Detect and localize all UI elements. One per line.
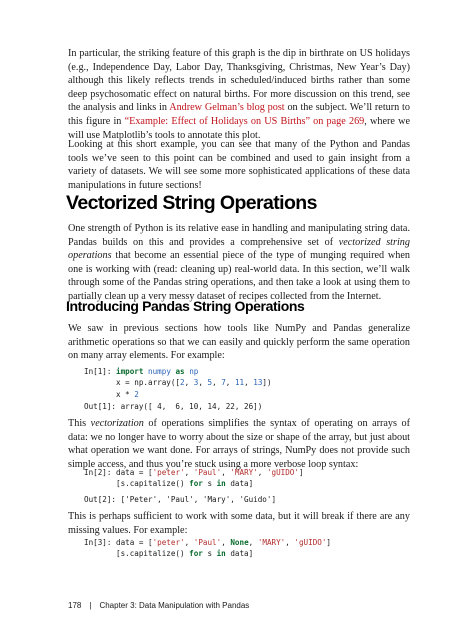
code-text: data = [ xyxy=(116,538,153,547)
code-block-missing: In[3]: data = ['peter', 'Paul', None, 'MARY', 'gUIDO'] [s.capitalize() for s in data] xyxy=(84,538,331,559)
page-footer xyxy=(68,601,249,610)
text-span: In particular, the striking feature of this graph is the dip in birthrate on US holidays (e.g., Independence Day, Labor Day, Thanksgiving, Christmas, New Year’s Day) although this likely reflects trends in scheduled/induced births rather than some deep psychosomatic effect on natural births. For more discussion on this trend, see the analysis and links in xyxy=(68,48,410,114)
gelman-blog-link[interactable]: Andrew Gelman’s blog post xyxy=(169,102,285,114)
code-text: ] xyxy=(298,468,304,477)
code-prompt: In[2]: xyxy=(84,468,117,477)
code-prompt: In[3]: xyxy=(84,538,117,547)
section-heading: Vectorized String Operations xyxy=(66,192,317,214)
code-string: 'gUIDO' xyxy=(266,468,299,477)
code-string: 'MARY' xyxy=(257,538,286,547)
code-text: ] xyxy=(326,538,331,547)
code-prompt: In[1]: xyxy=(84,367,117,376)
text-span: on the subject. We’ll return to this figure in xyxy=(68,102,410,127)
code-keyword: for xyxy=(189,549,203,559)
emphasis-text: vectorized string operations xyxy=(68,236,410,262)
holidays-example-link[interactable]: “Example: Effect of Holidays on US Births” on page 269 xyxy=(124,115,365,127)
code-text: x * xyxy=(84,389,135,399)
code-text: s xyxy=(202,549,217,559)
footer-separator: | xyxy=(89,601,92,610)
code-keyword: in xyxy=(216,549,226,559)
code-number: 3 xyxy=(193,378,199,388)
code-text: x = np.array([ xyxy=(84,378,181,388)
code-text: data = [ xyxy=(116,468,153,477)
code-number: 13 xyxy=(253,378,263,388)
text-span: , where we will use Matplotlib’s tools to annotate this plot. xyxy=(68,115,410,141)
code-block-capitalize: In[2]: data = ['peter', 'Paul', 'MARY', 'gUIDO'] [s.capitalize() for s in data] xyxy=(84,468,304,489)
paragraph-holidays xyxy=(68,47,410,142)
code-block-numpy: In[1]: import numpy as np x = np.array([2, 3, 5, 7, 11, 13]) x * 2 xyxy=(84,367,272,399)
code-number: 2 xyxy=(134,389,139,399)
code-text: data] xyxy=(225,549,254,559)
code-keyword: in xyxy=(216,479,226,489)
paragraph-missing-values: This is perhaps sufficient to work with some data, but it will break if there are any missing values. For example: xyxy=(68,511,410,536)
code-module: numpy xyxy=(148,367,171,376)
code-output-1: Out[1]: array([ 4, 6, 10, 14, 22, 26]) xyxy=(84,402,263,411)
code-number: 7 xyxy=(221,378,226,388)
text-span: of operations simplifies the syntax of operating on arrays of data: we no longer have to worry about the size or shape of the array, but just about what operation we want done. For arrays of strings, NumPy does not provide such simple access, and thus you’re stuck using a more verbose loop syntax: xyxy=(68,418,410,470)
code-keyword: as xyxy=(175,367,185,376)
code-alias: np xyxy=(189,367,199,376)
paragraph-vectorization xyxy=(68,417,410,471)
code-text: data] xyxy=(225,479,254,489)
code-text: s xyxy=(202,479,217,489)
text-span: that become an essential piece of the type of munging required when one is working with (read: cleaning up) real-world data. In this section, we’ll walk through some of the Pandas string operations, and then take a look at using them to partially clean up a very messy dataset of recipes collected from the Internet. xyxy=(68,250,410,302)
code-keyword: for xyxy=(189,479,203,489)
code-output-2: Out[2]: ['Peter', 'Paul', 'Mary', 'Guido'] xyxy=(84,495,277,504)
code-number: 2 xyxy=(180,378,185,388)
code-string: 'MARY' xyxy=(230,468,258,477)
code-number: 5 xyxy=(207,378,213,388)
chapter-title: Chapter 3: Data Manipulation with Pandas xyxy=(99,601,250,610)
code-keyword: None xyxy=(230,538,249,547)
emphasis-text: vectorization xyxy=(90,418,144,429)
code-string: 'Paul' xyxy=(193,468,222,477)
code-string: 'Paul' xyxy=(193,538,222,547)
code-number: 11 xyxy=(234,378,245,388)
text-span: One strength of Python is its relative ease in handling and manipulating string data. Pandas builds on this and provides a comprehensive set of xyxy=(68,223,410,248)
paragraph-numpy-intro: We saw in previous sections how tools like NumPy and Pandas generalize arithmetic operations so that we can easily and quickly perform the same operation on many array elements. For example: xyxy=(68,323,410,362)
code-string: 'gUIDO' xyxy=(294,538,327,547)
code-text: ]) xyxy=(262,378,272,388)
page-number: 178 xyxy=(68,601,82,610)
paragraph-summary: Looking at this short example, you can see that many of the Python and Pandas tools we’ve seen to this point can be combined and used to gain insight from a variety of datasets. We will see some more sophisticated applications of these data manipulations in future sections! xyxy=(68,139,410,191)
text-span: This xyxy=(68,418,91,429)
code-text: [s.capitalize() xyxy=(84,479,190,489)
code-keyword: import xyxy=(116,367,144,376)
paragraph-vectorized-intro xyxy=(68,222,410,304)
subsection-heading: Introducing Pandas String Operations xyxy=(66,298,305,314)
code-text: [s.capitalize() xyxy=(84,549,190,559)
code-string: 'peter' xyxy=(152,468,185,477)
code-string: 'peter' xyxy=(152,538,185,547)
